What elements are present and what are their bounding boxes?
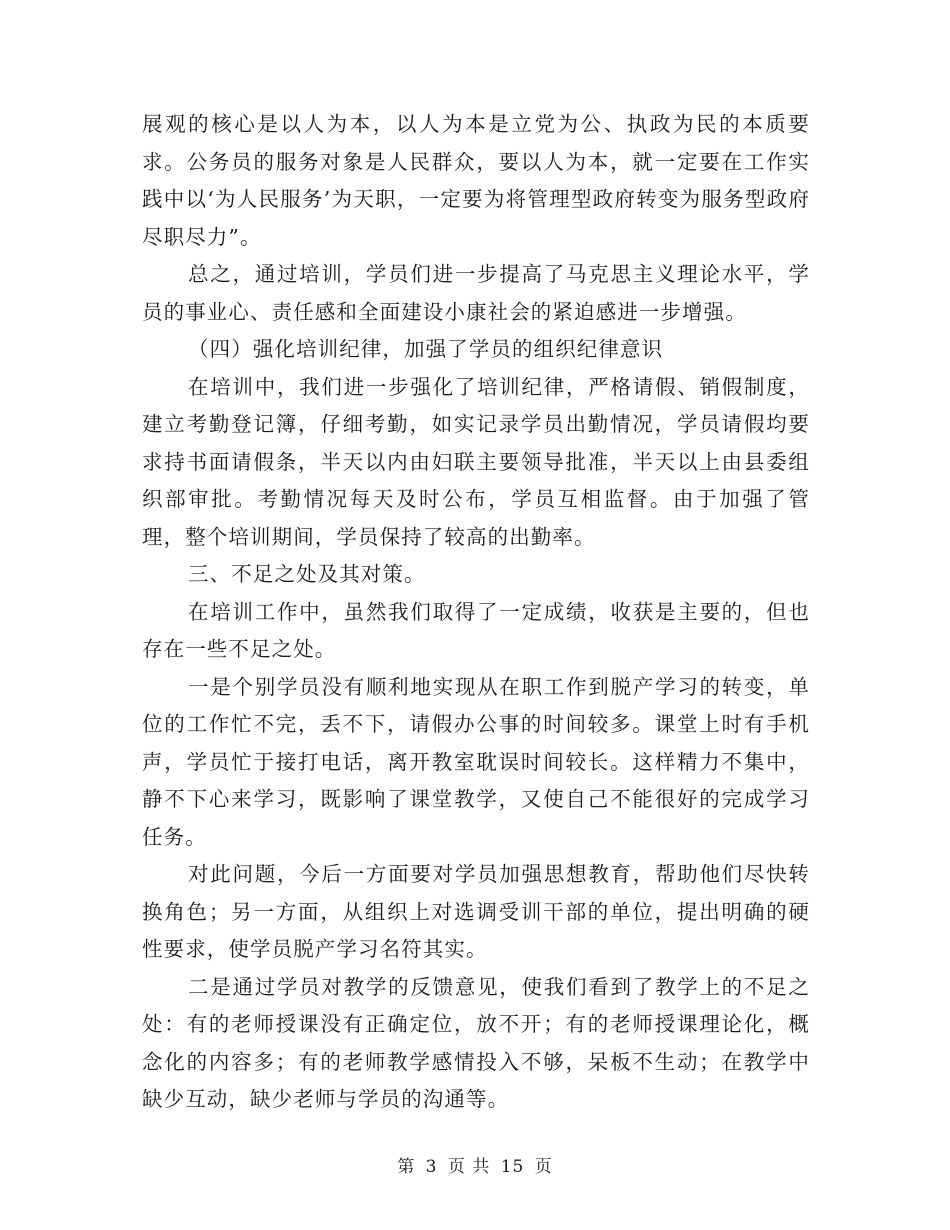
footer-middle: 页 共 [447, 1157, 491, 1177]
total-pages: 15 [500, 1157, 525, 1177]
paragraph-discipline: 在培训中，我们进一步强化了培训纪律，严格请假、销假制度，建立考勤登记簿，仔细考勤，如实记录学员出勤情况，学员请假均要求持书面请假条，半天以内由妇联主要领导批准，半天以上由县委组织部审批。考勤情况每天及时公布，学员互相监督。由于加强了管理，整个培训期间，学员保持了较高的出勤率。 [142, 374, 810, 549]
paragraph-issue-one: 一是个别学员没有顺利地实现从在职工作到脱产学习的转变，单位的工作忙不完，丢不下，请假办公事的时间较多。课堂上时有手机声，学员忙于接打电话，离开教室耽误时间较长。这样精力不集中，静不下心来学习，既影响了课堂教学，又使自己不能很好的完成学习任务。 [142, 674, 810, 849]
paragraph-continuation: 展观的核心是以人为本，以人为本是立党为公、执政为民的本质要求。公务员的服务对象是人民群众，要以人为本，就一定要在工作实践中以‘为人民服务’为天职，一定要为将管理型政府转变为服务型政府尽职尽力”。 [142, 112, 810, 249]
section-heading-shortcomings: 三、不足之处及其对策。 [188, 562, 426, 586]
page-number: 3 [425, 1157, 438, 1177]
section-heading-discipline: （四）强化培训纪律，加强了学员的组织纪律意识 [188, 337, 664, 361]
paragraph-shortcomings-intro: 在培训工作中，虽然我们取得了一定成绩，收获是主要的，但也存在一些不足之处。 [142, 599, 810, 661]
page-footer [0, 1152, 950, 1177]
paragraph-issue-two: 二是通过学员对教学的反馈意见，使我们看到了教学上的不足之处：有的老师授课没有正确定位，放不开；有的老师授课理论化，概念化的内容多；有的老师教学感情投入不够，呆板不生动；在教学中缺少互动，缺少老师与学员的沟通等。 [142, 974, 810, 1111]
footer-prefix: 第 [397, 1157, 416, 1177]
paragraph-summary: 总之，通过培训，学员们进一步提高了马克思主义理论水平，学员的事业心、责任感和全面建设小康社会的紧迫感进一步增强。 [142, 262, 810, 324]
paragraph-countermeasure: 对此问题，今后一方面要对学员加强思想教育，帮助他们尽快转换角色；另一方面，从组织上对选调受训干部的单位，提出明确的硬性要求，使学员脱产学习名符其实。 [142, 862, 810, 961]
footer-suffix: 页 [534, 1157, 553, 1177]
document-body [142, 106, 810, 1119]
